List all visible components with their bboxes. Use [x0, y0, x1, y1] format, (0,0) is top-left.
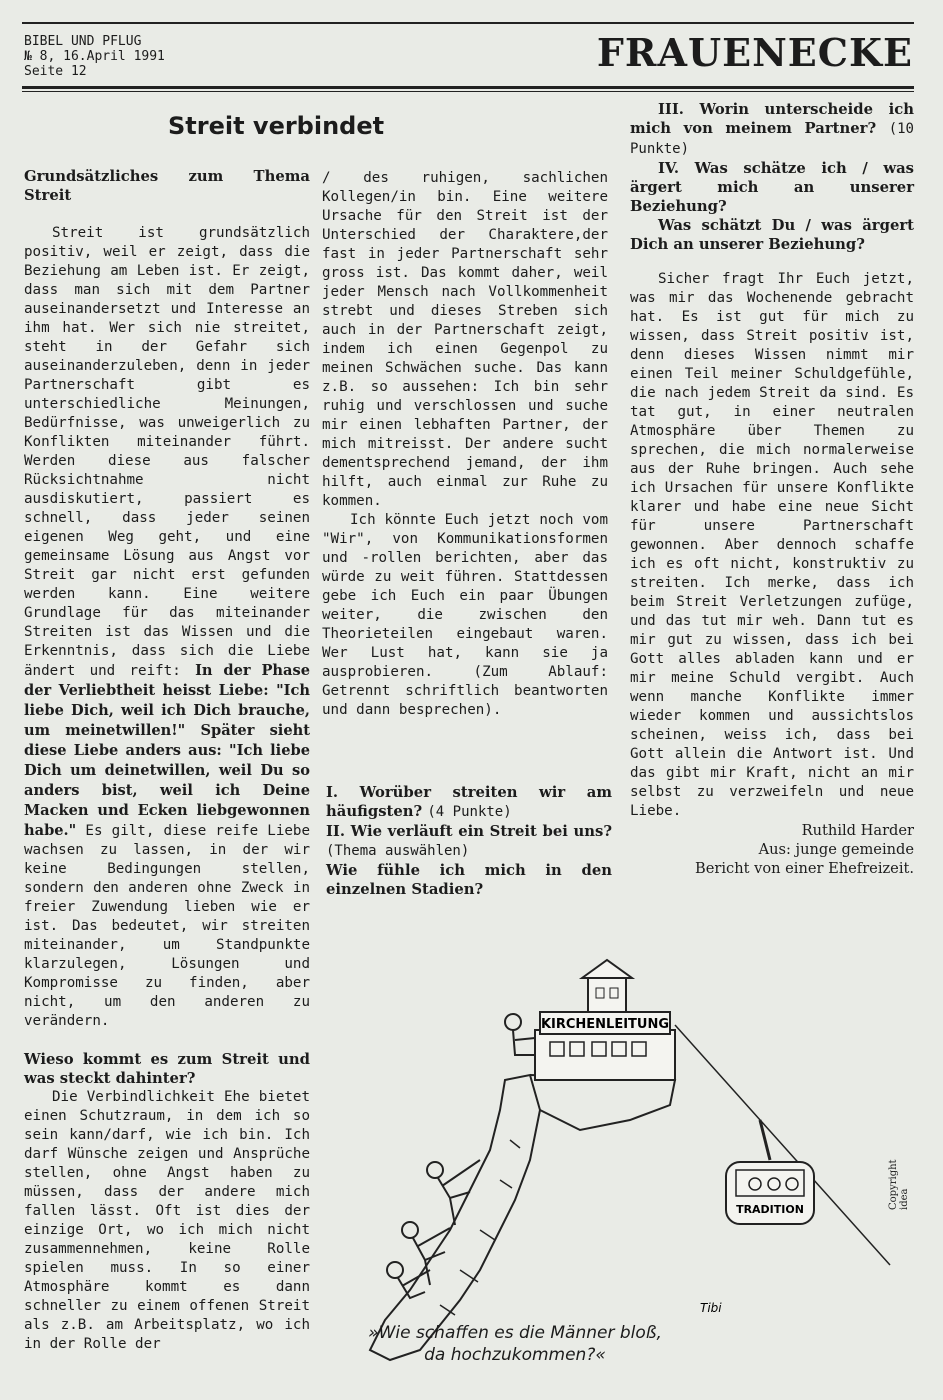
section-title: FRAUENECKE: [596, 30, 913, 75]
page-number: Seite 12: [24, 64, 87, 79]
source-detail: Bericht von einer Ehefreizeit.: [695, 860, 914, 877]
cable: [675, 1025, 890, 1265]
paragraph: / des ruhigen, sachlichen Kollegen/in bin. Eine weitere Ursache für den Streit ist der Unterschied der Charaktere,der fast in jeder Partnerschaft sehr gross ist. Das kommt daher, weil jeder Mensch nach Vollkommenheit strebt und dieses Streben sich auch in der Partnerschaft zeigt, indem ich einen Gegenpol zu meinen Schwächen suche. Das kann z.B. so aussehen: Ich bin sehr ruhig und verschlossen und suche mir einen lebhaften Partner, der mich mitreisst. Der andere sucht dementsprechend jemand, der ihm hilft, auch einmal zur Ruhe zu kommen.: [322, 170, 608, 509]
section-heading: Wieso kommt es zum Streit und was steckt dahinter?: [24, 1051, 310, 1087]
bell-tower: [588, 975, 626, 1012]
paragraph: Sicher fragt Ihr Euch jetzt, was mir das Wochenende gebracht hat. Es ist gut für mich zu wissen, dass Streit positiv ist, denn dieses Wissen nimmt mir einen Teil meiner Schuldgefühle, die nach jedem Streit da sind. Es tat gut, in einer neutralen Atmosphäre über Themen zu sprechen, die mich normalerweise aus der Ruhe bringen. Auch sehe ich Ursachen für unsere Konflikte klarer und habe eine neue Sicht für unsere Partnerschaft gewonnen. Aber dennoch schaffe ich es oft nicht, konstruktiv zu streiten. Ich merke, dass ich beim Streit Verletzungen zufüge, und das tut mir weh. Dann tut es mir gut zu wissen, dass ich bei Gott alles abladen kann und er mir meine Schuld vergibt. Auch wenn manche Konflikte immer wieder kommen und aussichtslos scheinen, weiss ich, dass bei Gott allein die Antwort ist. Und das gibt mir Kraft, nicht an mir selbst zu verzweifeln und neue Liebe.: [630, 271, 914, 819]
copyright-note: Copyright idea: [888, 1159, 910, 1210]
paragraph-text: Es gilt, diese reife Liebe wachsen zu lassen, in der wir keine Bedingungen stellen, sondern den anderen ohne Zweck in freier Zuwendung lieben wie er ist. Das bedeutet, wir streiten miteinander, um Standpunkte klarzulegen, Lösungen und Kompromisse zu finden, aber nicht, um den anderen zu verändern.: [24, 823, 310, 1029]
cartoon-illustration: [330, 930, 910, 1380]
man-figure: [505, 1014, 521, 1030]
exercise-questions: [326, 783, 612, 899]
church-building: [535, 1030, 675, 1080]
publication-name: BIBEL UND PFLUG: [24, 34, 142, 49]
column-3: [630, 270, 914, 878]
cartoon-caption: [350, 1322, 680, 1366]
building-sign: KIRCHENLEITUNG: [540, 1017, 670, 1032]
column-1: [24, 224, 310, 1354]
question: IV. Was schätze ich / was ärgert mich an unserer Beziehung?: [630, 160, 914, 215]
paragraph: [24, 224, 310, 1031]
artist-signature: Tibi: [700, 1301, 722, 1315]
question: Was schätzt Du / was ärgert Dich an unserer Beziehung?: [630, 217, 914, 253]
question: II. Wie verläuft ein Streit bei uns? (Thema auswählen): [326, 823, 612, 859]
section-heading: Grundsätzliches zum Thema Streit: [24, 168, 310, 204]
column-3-questions: [630, 100, 914, 254]
gondola-sign: TRADITION: [736, 1203, 804, 1216]
climbing-women: [387, 1160, 480, 1298]
issue-info: [24, 34, 165, 79]
article-title: Streit verbindet: [168, 112, 385, 140]
masthead-rule: [22, 91, 914, 92]
caption-line: da hochzukommen?«: [424, 1345, 606, 1365]
author: Ruthild Harder: [801, 822, 914, 839]
bold-quote: In der Phase der Verliebtheit heisst Liebe: "Ich liebe Dich, weil ich Dich brauche, um meinetwillen!" Später sieht diese Liebe anders aus: "Ich liebe Dich um deinetwillen, weil Du so anders bist, weil ich Deine Macken und Ecken liebgewonnen habe.": [24, 662, 310, 839]
paragraph-text: Streit ist grundsätzlich positiv, weil er zeigt, dass die Beziehung am Leben ist. Er zeigt, dass man sich mit dem Partner auseinandersetzt und Interesse an ihm hat. Wer sich nie streitet, steht in der Gefahr sich auseinanderzuleben, denn in jeder Partnerschaft gibt es unterschiedliche Meinungen, Bedürfnisse, was unweigerlich zu Konflikten miteinander führt. Werden diese aus falscher Rücksichtnahme nicht ausdiskutiert, passiert es schnell, dass jeder seinen eigenen Weg geht, und eine gemeinsame Lösung aus Angst vor Streit gar nicht erst gefunden werden kann. Eine weitere Grundlage für das miteinander Streiten ist das Wissen und die Erkenntnis, dass sich die Liebe ändert und reift:: [24, 225, 310, 679]
question: Wie fühle ich mich in den einzelnen Stadien?: [326, 862, 612, 898]
question: III. Worin unterscheide ich mich von meinem Partner? (10 Punkte): [630, 101, 914, 157]
paragraph: Ich könnte Euch jetzt noch vom "Wir", von Kommunikationsformen und -rollen berichten, aber das würde zu weit führen. Stattdessen gebe ich Euch ein paar Übungen weiter, die zwischen den Theorieteilen eingebaut waren. Wer Lust hat, kann sie ja ausprobieren. (Zum Ablauf: Getrennt schriftlich beantworten und dann besprechen).: [322, 512, 608, 718]
masthead-rule: [22, 22, 914, 24]
column-2: [322, 169, 608, 720]
caption-line: »Wie schaffen es die Männer bloß,: [368, 1323, 662, 1343]
col1-heading-block: [24, 167, 310, 205]
cliff: [370, 1075, 540, 1360]
source: Aus: junge gemeinde: [758, 841, 914, 858]
paragraph: Die Verbindlichkeit Ehe bietet einen Schutzraum, in dem ich so sein kann/darf, wie ich bin. Ich darf Wünsche zeigen und Ansprüche stellen, ohne Angst haben zu müssen, dass der andere mich fallen lässt. Oft ist dies der einzige Ort, wo ich mich nicht zusammennehmen, keine Rolle spielen muss. In so einer Atmosphäre kommt es dann schneller zu einem offenen Streit als z.B. am Arbeitsplatz, wo ich in der Rolle der: [24, 1089, 310, 1352]
masthead-rule: [22, 86, 914, 89]
question: I. Worüber streiten wir am häufigsten? (4 Punkte): [326, 784, 612, 820]
issue-number: № 8, 16.April 1991: [24, 49, 165, 64]
